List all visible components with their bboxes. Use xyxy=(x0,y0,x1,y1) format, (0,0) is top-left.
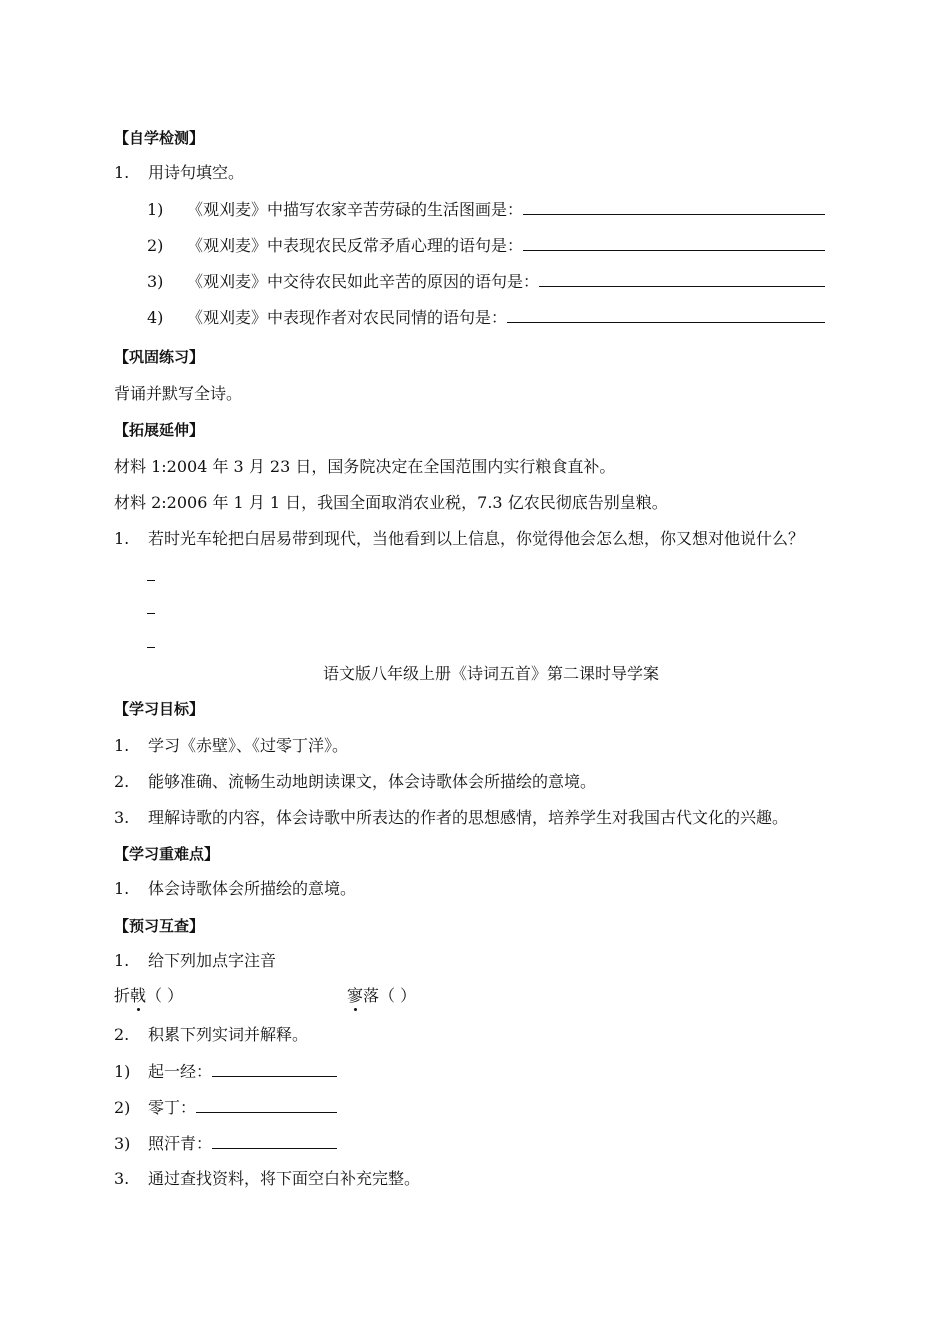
word-char: 落 xyxy=(363,986,380,1005)
title-text: 语文版八年级上册《诗词五首》第二课时导学案 xyxy=(322,664,659,683)
pinyin-word-2 xyxy=(347,986,416,1006)
question-number: 3. xyxy=(114,1169,130,1188)
answer-blank[interactable] xyxy=(523,235,825,251)
section-heading-key-points: 【学习重难点】 xyxy=(114,845,220,863)
question-text: 给下列加点字注音 xyxy=(148,951,277,970)
objective-3 xyxy=(114,808,788,828)
objective-text: 能够准确、流畅生动地朗读课文，体会诗歌体会所描绘的意境。 xyxy=(148,772,597,791)
item-number: 3) xyxy=(147,272,164,291)
question-number: 2. xyxy=(114,1025,130,1044)
answer-blank[interactable] xyxy=(212,1061,337,1077)
question-text: 若时光车轮把白居易带到现代，当他看到以上信息，你觉得他会怎么想，你又想对他说什么？ xyxy=(148,529,805,548)
answer-blank[interactable] xyxy=(523,199,825,215)
material-2: 材料 2:2006 年 1 月 1 日，我国全面取消农业税，7.3 亿农民彻底告别皇粮。 xyxy=(114,493,668,512)
answer-blank[interactable] xyxy=(507,307,825,323)
word-item-1 xyxy=(114,1061,337,1082)
item-number: 3) xyxy=(114,1134,131,1153)
item-text: 《观刈麦》中表现作者对农民同情的语句是： xyxy=(187,308,508,327)
objective-number: 2. xyxy=(114,772,130,791)
word-item-2 xyxy=(114,1097,337,1118)
fill-item-4 xyxy=(147,307,825,328)
item-number: 2) xyxy=(114,1098,131,1117)
key-point-text: 体会诗歌体会所描绘的意境。 xyxy=(148,879,357,898)
answer-blank[interactable] xyxy=(212,1133,337,1149)
objective-1 xyxy=(114,736,348,756)
objective-number: 1. xyxy=(114,736,130,755)
item-number: 1) xyxy=(147,200,164,219)
fill-item-1 xyxy=(147,199,825,220)
material-1: 材料 1:2004 年 3 月 23 日，国务院决定在全国范围内实行粮食直补。 xyxy=(114,457,616,476)
section-heading-self-check: 【自学检测】 xyxy=(114,129,205,147)
word-item-3 xyxy=(114,1133,337,1154)
word-char: 折 xyxy=(114,986,131,1005)
extension-question-1 xyxy=(114,529,804,549)
item-text: 照汗青： xyxy=(148,1134,213,1153)
section-heading-objectives: 【学习目标】 xyxy=(114,700,205,718)
preview-question-1 xyxy=(114,951,276,971)
answer-blank[interactable] xyxy=(539,271,825,287)
pinyin-answer-field[interactable]: （ ） xyxy=(379,986,417,1005)
item-number: 1) xyxy=(114,1062,131,1081)
pinyin-answer-field[interactable]: （ ） xyxy=(146,986,184,1005)
question-text: 用诗句填空。 xyxy=(148,163,245,182)
item-number: 2) xyxy=(147,236,164,255)
question-number: 1. xyxy=(114,951,130,970)
item-text: 《观刈麦》中表现农民反常矛盾心理的语句是： xyxy=(187,236,524,255)
answer-blank[interactable] xyxy=(196,1097,337,1113)
preview-question-2 xyxy=(114,1025,308,1045)
objective-text: 学习《赤壁》、《过零丁洋》。 xyxy=(148,736,349,755)
dotted-char: 寥 xyxy=(347,986,364,1005)
section-heading-preview: 【预习互查】 xyxy=(114,917,205,935)
section-heading-practice: 【巩固练习】 xyxy=(114,348,205,366)
dotted-char: 戟 xyxy=(130,986,147,1005)
item-text: 零丁： xyxy=(148,1098,197,1117)
answer-line[interactable] xyxy=(147,580,155,581)
item-text: 《观刈麦》中交待农民如此辛苦的原因的语句是： xyxy=(187,272,540,291)
item-text: 《观刈麦》中描写农家辛苦劳碌的生活图画是： xyxy=(187,200,524,219)
objective-number: 3. xyxy=(114,808,130,827)
question-text: 积累下列实词并解释。 xyxy=(148,1025,309,1044)
question-text: 通过查找资料，将下面空白补充完整。 xyxy=(148,1169,421,1188)
section-heading-extension: 【拓展延伸】 xyxy=(114,421,205,439)
pinyin-word-1 xyxy=(114,986,183,1006)
document-title xyxy=(0,664,950,684)
question-number: 1. xyxy=(114,529,130,548)
fill-item-2 xyxy=(147,235,825,256)
item-text: 起一经： xyxy=(148,1062,213,1081)
answer-line[interactable] xyxy=(147,613,155,614)
answer-line[interactable] xyxy=(147,647,155,648)
objective-2 xyxy=(114,772,596,792)
key-point-1 xyxy=(114,879,356,899)
key-point-number: 1. xyxy=(114,879,130,898)
preview-question-3 xyxy=(114,1169,420,1189)
question-1 xyxy=(114,163,244,183)
question-number: 1. xyxy=(114,163,130,182)
practice-text: 背诵并默写全诗。 xyxy=(114,384,243,403)
fill-item-3 xyxy=(147,271,825,292)
objective-text: 理解诗歌的内容，体会诗歌中所表达的作者的思想感情，培养学生对我国古代文化的兴趣。 xyxy=(148,808,789,827)
item-number: 4) xyxy=(147,308,164,327)
